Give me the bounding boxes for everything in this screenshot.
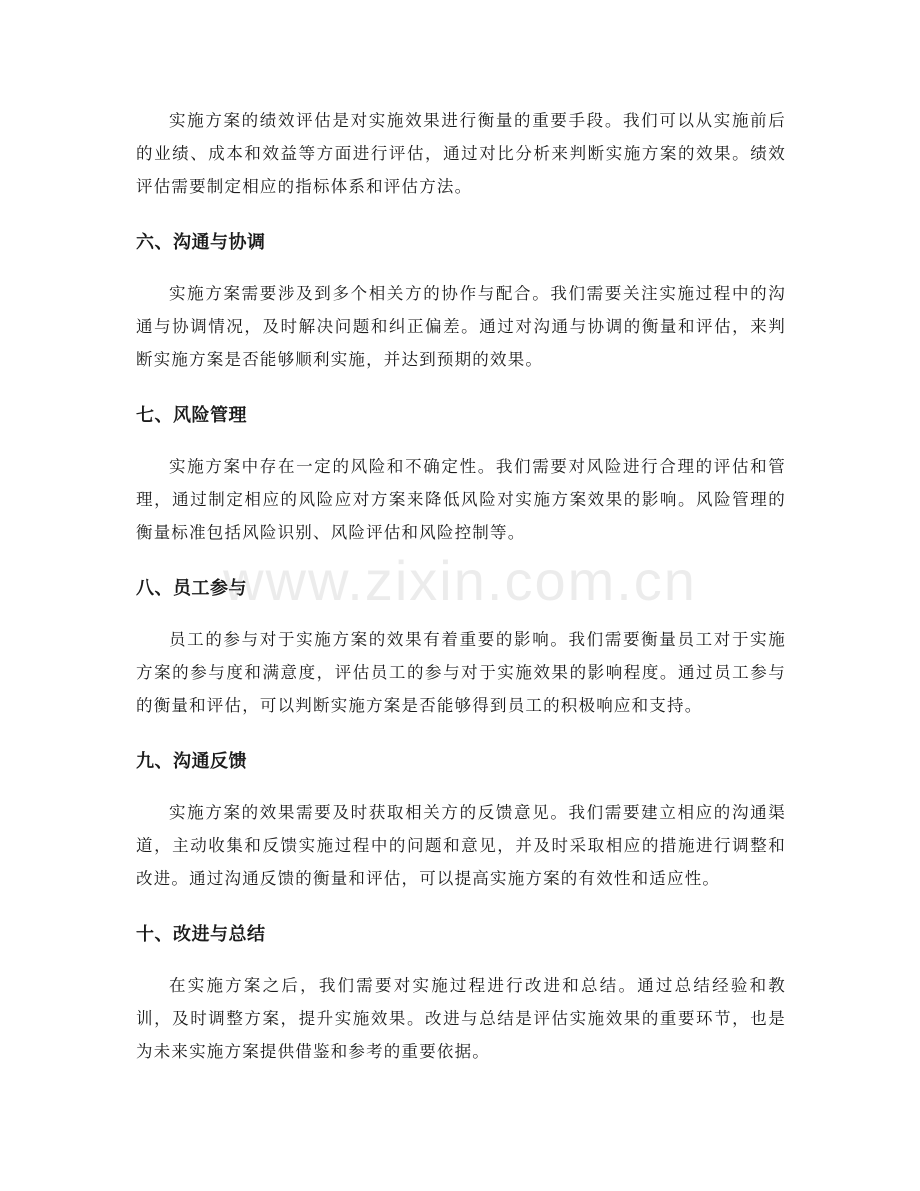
section-heading-communication-feedback: 九、沟通反馈 bbox=[136, 751, 247, 772]
section-body-risk-management: 实施方案中存在一定的风险和不确定性。我们需要对风险进行合理的评估和管理，通过制定相应的风险应对方案来降低风险对实施方案效果的影响。风险管理的衡量标准包括风险识别、风险评估和风险控制等。 bbox=[136, 457, 786, 542]
section-heading-improvement-summary: 十、改进与总结 bbox=[136, 924, 266, 945]
watermark-text: www.zixin.com.cn bbox=[223, 549, 697, 612]
section-body-improvement-summary: 在实施方案之后，我们需要对实施过程进行改进和总结。通过总结经验和教训，及时调整方案，提升实施效果。改进与总结是评估实施效果的重要环节，也是为未来实施方案提供借鉴和参考的重要依据。 bbox=[136, 976, 786, 1061]
section-body-communication-feedback: 实施方案的效果需要及时获取相关方的反馈意见。我们需要建立相应的沟通渠道，主动收集和反馈实施过程中的问题和意见，并及时采取相应的措施进行调整和改进。通过沟通反馈的衡量和评估，可以提高实施方案的有效性和适应性。 bbox=[136, 803, 786, 888]
section-heading-employee-participation: 八、员工参与 bbox=[136, 578, 247, 599]
section-body-employee-participation: 员工的参与对于实施方案的效果有着重要的影响。我们需要衡量员工对于实施方案的参与度和满意度，评估员工的参与对于实施效果的影响程度。通过员工参与的衡量和评估，可以判断实施方案是否能够得到员工的积极响应和支持。 bbox=[136, 630, 786, 715]
section-heading-communication-coordination: 六、沟通与协调 bbox=[136, 232, 266, 253]
document-content bbox=[136, 104, 786, 1068]
section-body-communication-coordination: 实施方案需要涉及到多个相关方的协作与配合。我们需要关注实施过程中的沟通与协调情况，及时解决问题和纠正偏差。通过对沟通与协调的衡量和评估，来判断实施方案是否能够顺利实施，并达到预期的效果。 bbox=[136, 284, 786, 369]
intro-paragraph: 实施方案的绩效评估是对实施效果进行衡量的重要手段。我们可以从实施前后的业绩、成本和效益等方面进行评估，通过对比分析来判断实施方案的效果。绩效评估需要制定相应的指标体系和评估方法。 bbox=[136, 111, 786, 196]
section-heading-risk-management: 七、风险管理 bbox=[136, 405, 247, 426]
